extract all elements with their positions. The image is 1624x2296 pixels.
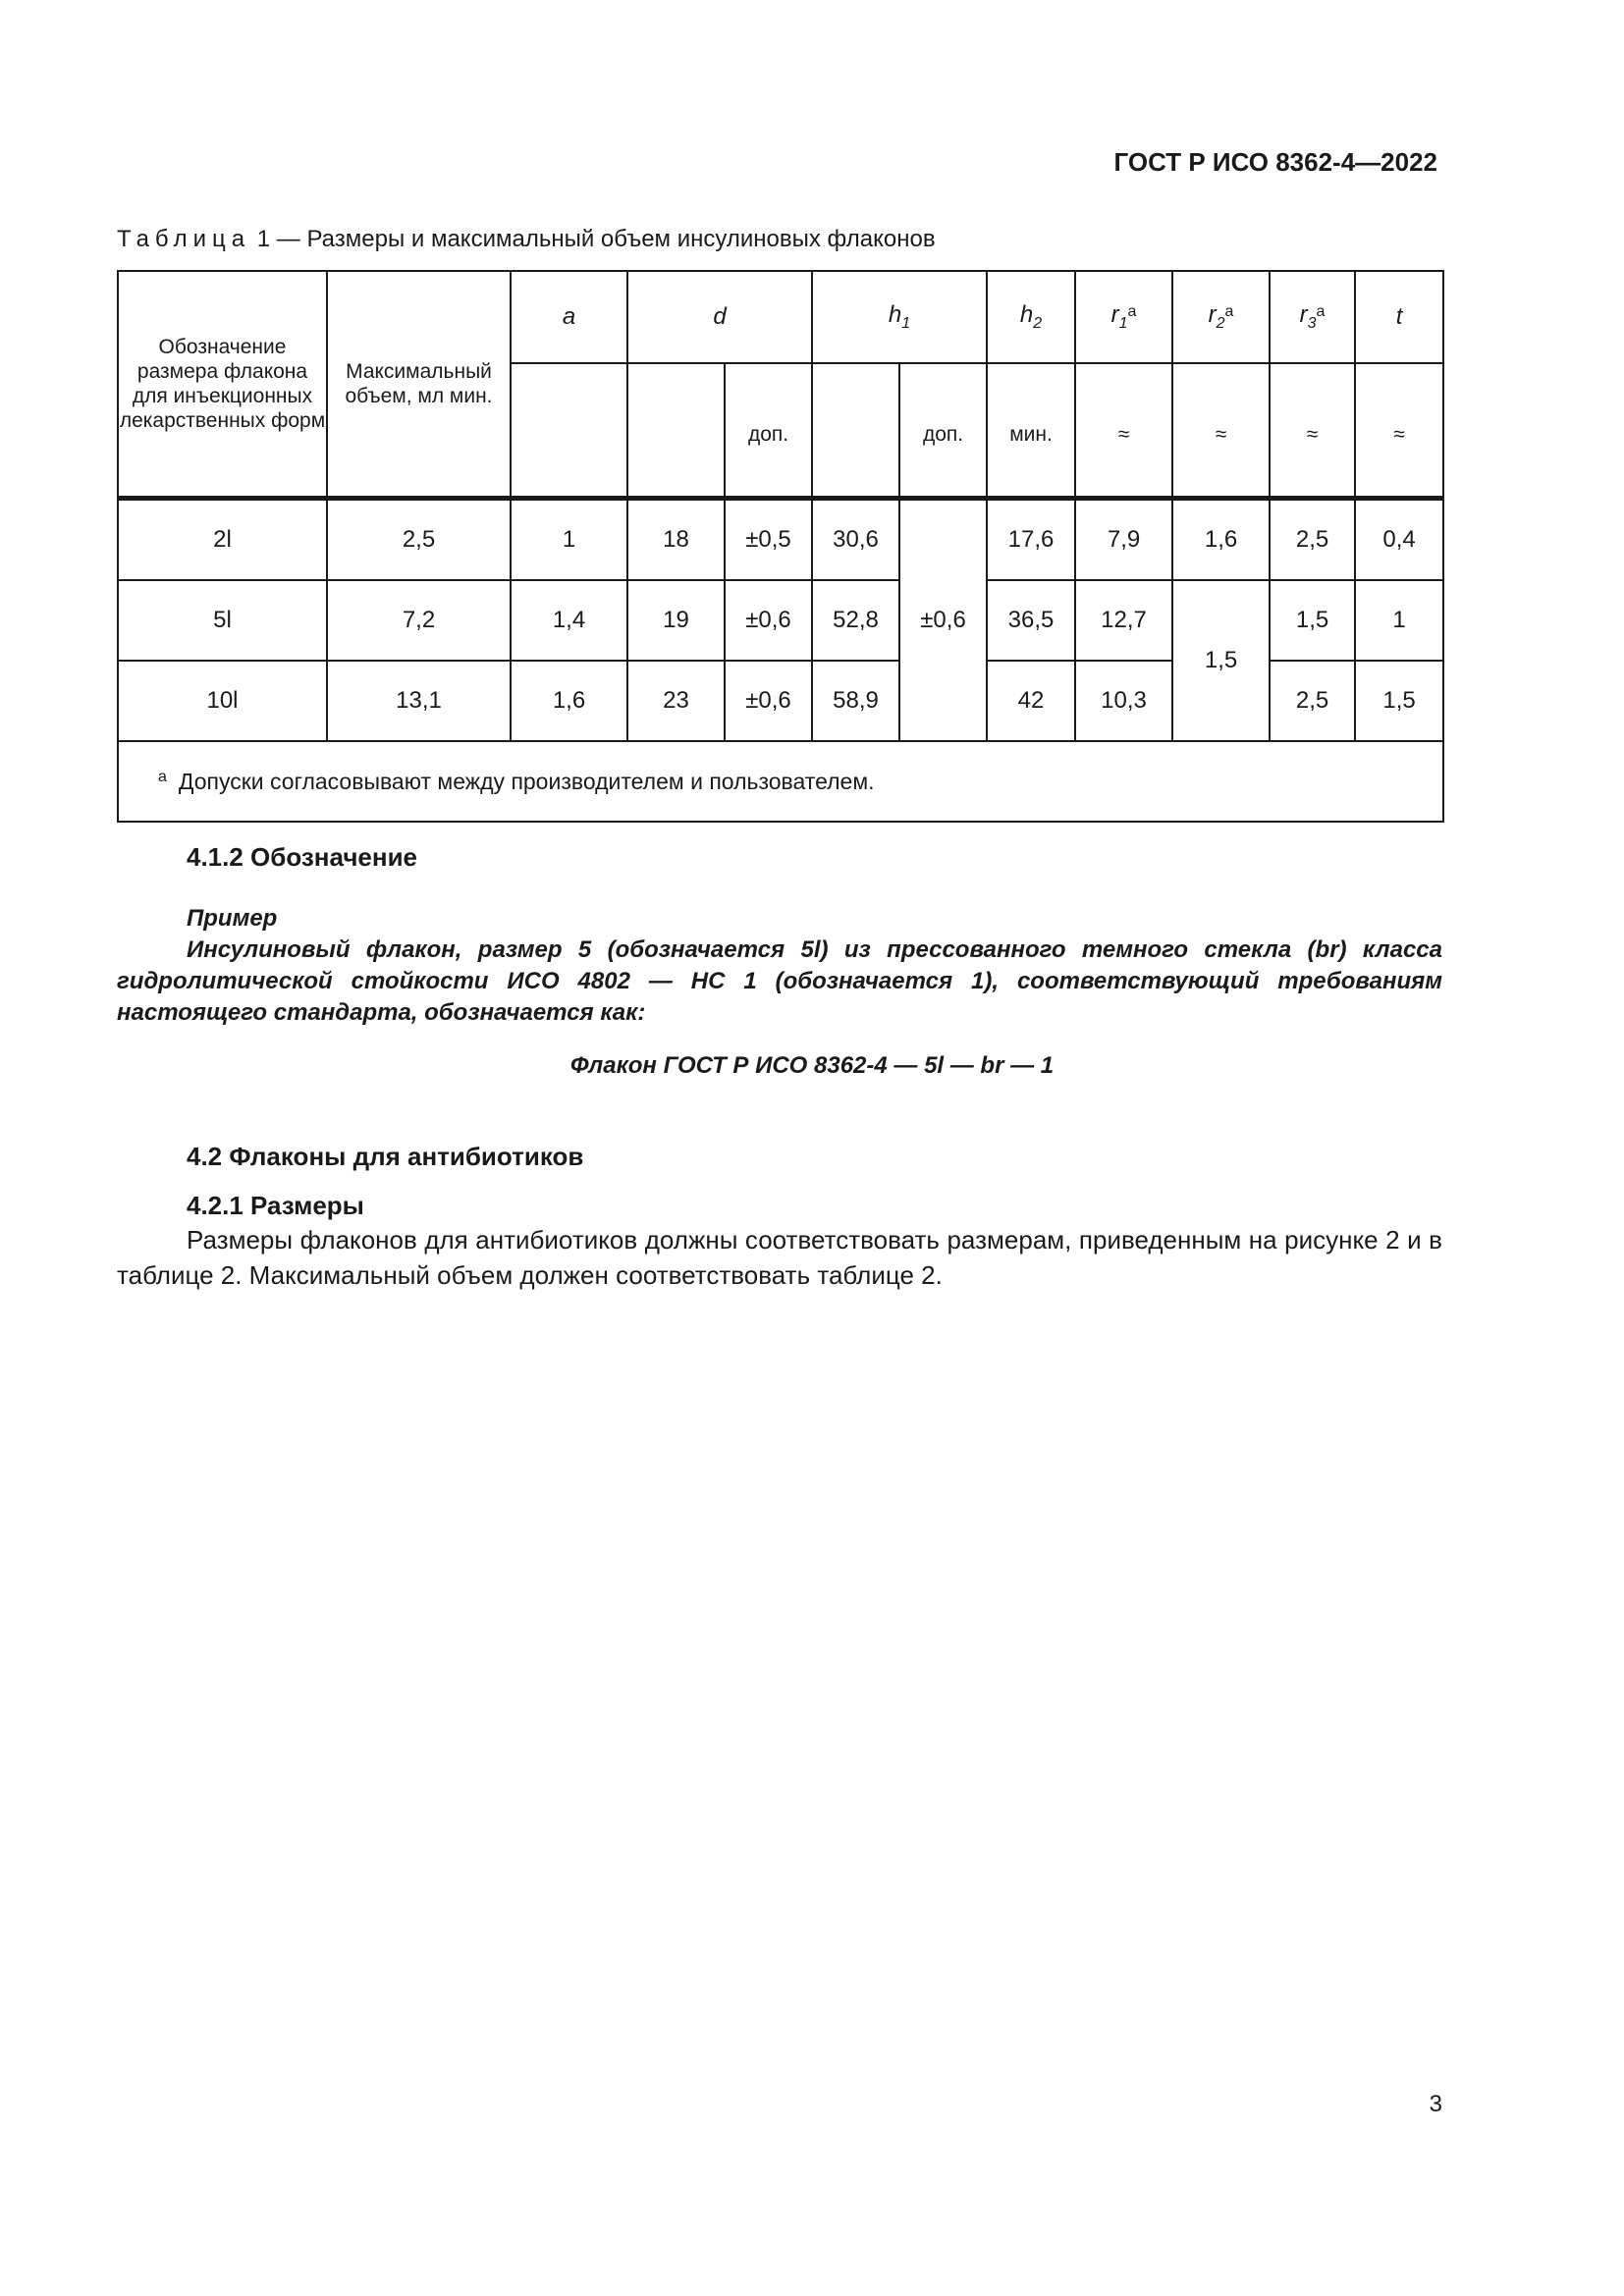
header-max-volume: Максимальный объем, мл мин. [327,271,511,499]
section-heading-4-2: 4.2 Флаконы для антибиотиков [187,1142,584,1171]
cell-a: 1,4 [511,580,627,661]
cell-size: 5l [118,580,327,661]
unit-t-approx: ≈ [1355,363,1443,499]
cell-d: 19 [627,580,725,661]
header-h1 [812,271,987,363]
unit-r1-approx: ≈ [1075,363,1172,499]
header-r2-index: 2 [1216,314,1225,332]
unit-h1 [812,363,899,499]
cell-r3: 2,5 [1270,499,1355,581]
cell-a: 1,6 [511,661,627,741]
table-footnote-row [118,741,1443,822]
table-header-row [118,271,1443,363]
table-caption-word: Таблица [117,226,251,252]
cell-a: 1 [511,499,627,581]
unit-d [627,363,725,499]
cell-r1: 12,7 [1075,580,1172,661]
cell-h1: 30,6 [812,499,899,581]
cell-volume: 2,5 [327,499,511,581]
header-r3-footnote-mark: a [1316,303,1326,321]
table-caption [117,226,936,253]
cell-h1-tol-merged: ±0,6 [899,499,987,742]
header-h2-symbol: h [1019,301,1034,329]
cell-d-tol: ±0,5 [725,499,812,581]
cell-d: 18 [627,499,725,581]
header-designation: Обозначение размера флакона для инъекционных лекарственных форм [118,271,327,499]
unit-r3-approx: ≈ [1270,363,1355,499]
header-h2-index: 2 [1033,314,1043,332]
header-a: a [511,271,627,363]
header-h1-index: 1 [901,314,911,332]
header-r2-symbol: r [1208,301,1217,329]
section-heading-4-1-2: 4.1.2 Обозначение [187,842,418,872]
table-row [118,580,1443,661]
cell-r2: 1,6 [1172,499,1270,581]
header-r3-symbol: r [1299,301,1308,329]
cell-r3: 1,5 [1270,580,1355,661]
table-insulin-vials [117,270,1444,823]
footnote-text: Допуски согласовывают между производителем и пользователем. [178,768,875,794]
header-r2 [1172,271,1270,363]
cell-r3: 2,5 [1270,661,1355,741]
table-footnote [118,741,1443,822]
header-r2-footnote-mark: a [1224,303,1234,321]
header-r1-footnote-mark: a [1127,303,1137,321]
cell-d: 23 [627,661,725,741]
cell-h2: 17,6 [987,499,1075,581]
cell-h2: 36,5 [987,580,1075,661]
cell-r2-merged: 1,5 [1172,580,1270,741]
unit-h2-min: мин. [987,363,1075,499]
unit-h1-tol: доп. [899,363,987,499]
designation-example: Флакон ГОСТ Р ИСО 8362-4 — 5l — br — 1 [569,1052,1055,1079]
cell-h2: 42 [987,661,1075,741]
header-r1-index: 1 [1118,314,1128,332]
section-heading-4-2-1: 4.2.1 Размеры [187,1191,364,1220]
header-t: t [1355,271,1443,363]
unit-d-tol: доп. [725,363,812,499]
cell-r1: 7,9 [1075,499,1172,581]
header-h2 [987,271,1075,363]
example-label: Пример [187,905,278,932]
cell-d-tol: ±0,6 [725,661,812,741]
header-d: d [627,271,812,363]
header-r3-index: 3 [1307,314,1317,332]
cell-t: 1 [1355,580,1443,661]
table-caption-text: 1 — Размеры и максимальный объем инсулиновых флаконов [256,226,936,252]
unit-a [511,363,627,499]
header-r3 [1270,271,1355,363]
cell-size: 2l [118,499,327,581]
cell-size: 10l [118,661,327,741]
page-number: 3 [1429,2091,1442,2117]
cell-t: 0,4 [1355,499,1443,581]
footnote-mark: a [158,768,167,785]
header-h1-symbol: h [888,301,902,329]
table-row [118,499,1443,581]
cell-h1: 58,9 [812,661,899,741]
header-r1-symbol: r [1110,301,1119,329]
cell-volume: 13,1 [327,661,511,741]
cell-volume: 7,2 [327,580,511,661]
cell-h1: 52,8 [812,580,899,661]
cell-t: 1,5 [1355,661,1443,741]
example-text: Инсулиновый флакон, размер 5 (обозначается 5l) из прессованного темного стекла (br) класса гидролитической стойкости ИСО 4802 — HC 1 (обозначается 1), соответствующий требованиям настоящего стандарта, обозначается как: [117,936,1442,1026]
header-r1 [1075,271,1172,363]
cell-r1: 10,3 [1075,661,1172,741]
section-4-2-1-text: Размеры флаконов для антибиотиков должны соответствовать размерам, приведенным на рисунке 2 и в таблице 2. Максимальный объем должен соответствовать таблице 2. [117,1225,1442,1290]
unit-r2-approx: ≈ [1172,363,1270,499]
document-code: ГОСТ Р ИСО 8362-4—2022 [1113,147,1437,177]
cell-d-tol: ±0,6 [725,580,812,661]
